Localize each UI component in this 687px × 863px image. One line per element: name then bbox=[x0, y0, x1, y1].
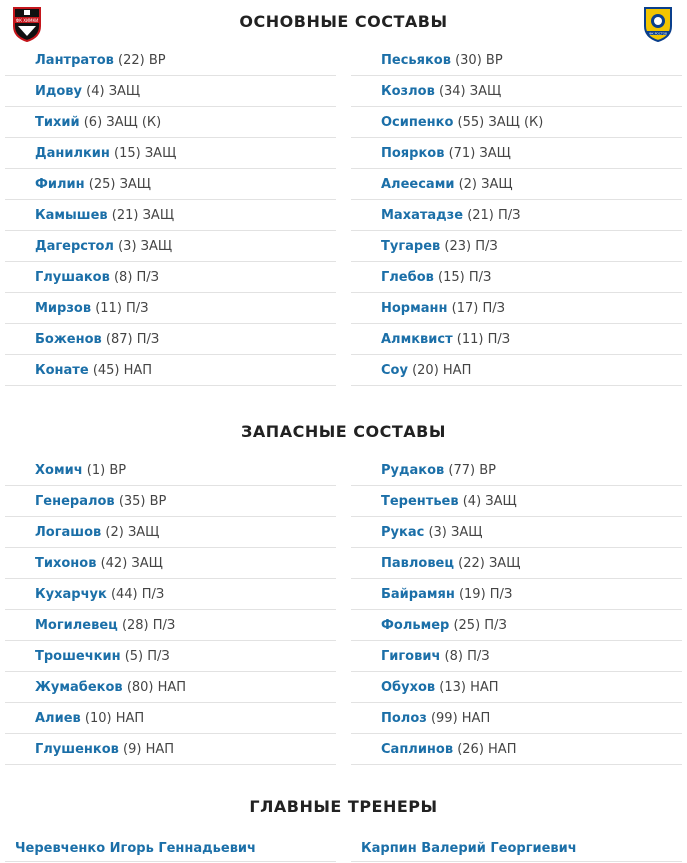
player-number-position: (25) ЗАЩ bbox=[88, 177, 152, 192]
player-row bbox=[351, 262, 682, 293]
player-number-position: (34) ЗАЩ bbox=[438, 84, 502, 99]
player-number-position: (8) П/З bbox=[113, 270, 160, 285]
player-row bbox=[351, 455, 682, 486]
home-coach-link[interactable]: Черевченко Игорь Геннадьевич bbox=[5, 835, 336, 862]
player-row bbox=[351, 548, 682, 579]
player-number-position: (22) ВР bbox=[118, 53, 166, 68]
player-name-link[interactable]: Алеесами bbox=[381, 177, 455, 192]
player-row bbox=[5, 76, 336, 107]
player-name-link[interactable]: Алиев bbox=[35, 711, 81, 726]
player-name-link[interactable]: Тихонов bbox=[35, 556, 97, 571]
player-name-link[interactable]: Данилкин bbox=[35, 146, 110, 161]
player-number-position: (42) ЗАЩ bbox=[100, 556, 163, 571]
player-number-position: (19) П/З bbox=[458, 587, 513, 602]
player-number-position: (80) НАП bbox=[126, 680, 187, 695]
player-row bbox=[5, 455, 336, 486]
player-name-link[interactable]: Трошечкин bbox=[35, 649, 121, 664]
player-name-link[interactable]: Боженов bbox=[35, 332, 102, 347]
head-coaches-title: ГЛАВНЫЕ ТРЕНЕРЫ bbox=[249, 797, 438, 816]
player-row bbox=[351, 486, 682, 517]
player-row bbox=[5, 169, 336, 200]
player-row bbox=[5, 703, 336, 734]
player-row bbox=[351, 324, 682, 355]
player-row bbox=[5, 200, 336, 231]
player-number-position: (2) ЗАЩ bbox=[458, 177, 513, 192]
player-row bbox=[351, 169, 682, 200]
away-logo-text: ФК РОСТОВ bbox=[648, 31, 668, 36]
player-name-link[interactable]: Могилевец bbox=[35, 618, 118, 633]
player-row bbox=[5, 734, 336, 765]
player-number-position: (87) П/З bbox=[105, 332, 160, 347]
player-number-position: (35) ВР bbox=[118, 494, 167, 509]
player-row bbox=[351, 703, 682, 734]
player-number-position: (4) ЗАЩ bbox=[86, 84, 141, 99]
home-logo-text: ФК ХИМКИ bbox=[15, 18, 39, 23]
player-name-link[interactable]: Тихий bbox=[35, 115, 80, 130]
away-coach-link[interactable]: Карпин Валерий Георгиевич bbox=[351, 835, 682, 862]
player-name-link[interactable]: Терентьев bbox=[381, 494, 459, 509]
player-name-link[interactable]: Павловец bbox=[381, 556, 455, 571]
player-name-link[interactable]: Жумабеков bbox=[35, 680, 123, 695]
player-number-position: (22) ЗАЩ bbox=[458, 556, 521, 571]
player-row bbox=[351, 293, 682, 324]
player-name-link[interactable]: Генералов bbox=[35, 494, 115, 509]
player-row bbox=[351, 107, 682, 138]
player-row bbox=[351, 672, 682, 703]
starting-away-list bbox=[351, 45, 682, 386]
player-number-position: (3) ЗАЩ bbox=[118, 239, 173, 254]
player-number-position: (21) П/З bbox=[467, 208, 521, 223]
player-name-link[interactable]: Тугарев bbox=[381, 239, 441, 254]
player-number-position: (30) ВР bbox=[455, 53, 503, 68]
player-number-position: (17) П/З bbox=[451, 301, 505, 316]
player-name-link[interactable]: Козлов bbox=[381, 84, 435, 99]
player-row bbox=[351, 610, 682, 641]
substitutes-title: ЗАПАСНЫЕ СОСТАВЫ bbox=[241, 422, 446, 441]
player-number-position: (21) ЗАЩ bbox=[111, 208, 175, 223]
player-name-link[interactable]: Глушенков bbox=[35, 742, 119, 757]
player-row bbox=[5, 579, 336, 610]
player-row bbox=[351, 579, 682, 610]
player-row bbox=[351, 355, 682, 386]
player-number-position: (9) НАП bbox=[123, 742, 175, 757]
player-number-position: (23) П/З bbox=[444, 239, 498, 254]
player-number-position: (2) ЗАЩ bbox=[105, 525, 160, 540]
player-row bbox=[5, 231, 336, 262]
player-name-link[interactable]: Дагерстол bbox=[35, 239, 114, 254]
player-row bbox=[5, 324, 336, 355]
player-name-link[interactable]: Хомич bbox=[35, 463, 83, 478]
player-row bbox=[5, 486, 336, 517]
player-number-position: (1) ВР bbox=[86, 463, 127, 478]
player-name-link[interactable]: Обухов bbox=[381, 680, 436, 695]
player-name-link[interactable]: Конате bbox=[35, 363, 89, 378]
player-number-position: (4) ЗАЩ bbox=[462, 494, 517, 509]
player-row bbox=[5, 262, 336, 293]
player-name-link[interactable]: Норманн bbox=[381, 301, 448, 316]
starting-home-list bbox=[5, 45, 336, 386]
player-name-link[interactable]: Песьяков bbox=[381, 53, 451, 68]
player-number-position: (28) П/З bbox=[121, 618, 176, 633]
player-name-link[interactable]: Филин bbox=[35, 177, 85, 192]
player-name-link[interactable]: Рукас bbox=[381, 525, 425, 540]
player-number-position: (11) П/З bbox=[456, 332, 511, 347]
player-name-link[interactable]: Рудаков bbox=[381, 463, 445, 478]
player-row bbox=[5, 138, 336, 169]
player-number-position: (25) П/З bbox=[453, 618, 507, 633]
player-row bbox=[351, 734, 682, 765]
player-row bbox=[5, 641, 336, 672]
player-row bbox=[351, 231, 682, 262]
player-row bbox=[351, 200, 682, 231]
player-number-position: (71) ЗАЩ bbox=[448, 146, 511, 161]
player-row bbox=[5, 517, 336, 548]
player-name-link[interactable]: Логашов bbox=[35, 525, 102, 540]
player-name-link[interactable]: Полоз bbox=[381, 711, 427, 726]
player-number-position: (55) ЗАЩ (К) bbox=[457, 115, 544, 130]
player-number-position: (11) П/З bbox=[95, 301, 149, 316]
player-number-position: (77) ВР bbox=[448, 463, 496, 478]
subs-away-list bbox=[351, 455, 682, 765]
player-number-position: (15) П/З bbox=[438, 270, 492, 285]
player-number-position: (10) НАП bbox=[84, 711, 145, 726]
player-name-link[interactable]: Идову bbox=[35, 84, 83, 99]
player-name-link[interactable]: Глушаков bbox=[35, 270, 110, 285]
player-number-position: (20) НАП bbox=[412, 363, 472, 378]
player-row bbox=[5, 45, 336, 76]
player-number-position: (8) П/З bbox=[444, 649, 490, 664]
player-number-position: (99) НАП bbox=[430, 711, 491, 726]
player-name-link[interactable]: Алмквист bbox=[381, 332, 453, 347]
player-row bbox=[351, 76, 682, 107]
player-row bbox=[5, 355, 336, 386]
player-number-position: (6) ЗАЩ (К) bbox=[83, 115, 162, 130]
player-row bbox=[351, 641, 682, 672]
player-name-link[interactable]: Кухарчук bbox=[35, 587, 107, 602]
player-row bbox=[5, 107, 336, 138]
starting-lineups-title: ОСНОВНЫЕ СОСТАВЫ bbox=[239, 12, 448, 31]
player-name-link[interactable]: Байрамян bbox=[381, 587, 455, 602]
player-number-position: (45) НАП bbox=[92, 363, 153, 378]
player-row bbox=[351, 45, 682, 76]
player-number-position: (15) ЗАЩ bbox=[114, 146, 177, 161]
player-number-position: (3) ЗАЩ bbox=[428, 525, 483, 540]
player-row bbox=[5, 672, 336, 703]
player-name-link[interactable]: Лантратов bbox=[35, 53, 114, 68]
player-name-link[interactable]: Фольмер bbox=[381, 618, 450, 633]
player-number-position: (26) НАП bbox=[457, 742, 517, 757]
player-row bbox=[5, 548, 336, 579]
player-name-link[interactable]: Соу bbox=[381, 363, 408, 378]
player-row bbox=[5, 293, 336, 324]
player-number-position: (5) П/З bbox=[124, 649, 170, 664]
player-number-position: (44) П/З bbox=[110, 587, 165, 602]
player-name-link[interactable]: Осипенко bbox=[381, 115, 454, 130]
player-name-link[interactable]: Камышев bbox=[35, 208, 108, 223]
subs-home-list bbox=[5, 455, 336, 765]
player-row bbox=[5, 610, 336, 641]
player-name-link[interactable]: Поярков bbox=[381, 146, 445, 161]
player-name-link[interactable]: Глебов bbox=[381, 270, 434, 285]
player-row bbox=[351, 517, 682, 548]
player-number-position: (13) НАП bbox=[439, 680, 499, 695]
player-name-link[interactable]: Гигович bbox=[381, 649, 441, 664]
player-row bbox=[351, 138, 682, 169]
player-name-link[interactable]: Мирзов bbox=[35, 301, 92, 316]
player-name-link[interactable]: Махатадзе bbox=[381, 208, 464, 223]
player-name-link[interactable]: Саплинов bbox=[381, 742, 454, 757]
